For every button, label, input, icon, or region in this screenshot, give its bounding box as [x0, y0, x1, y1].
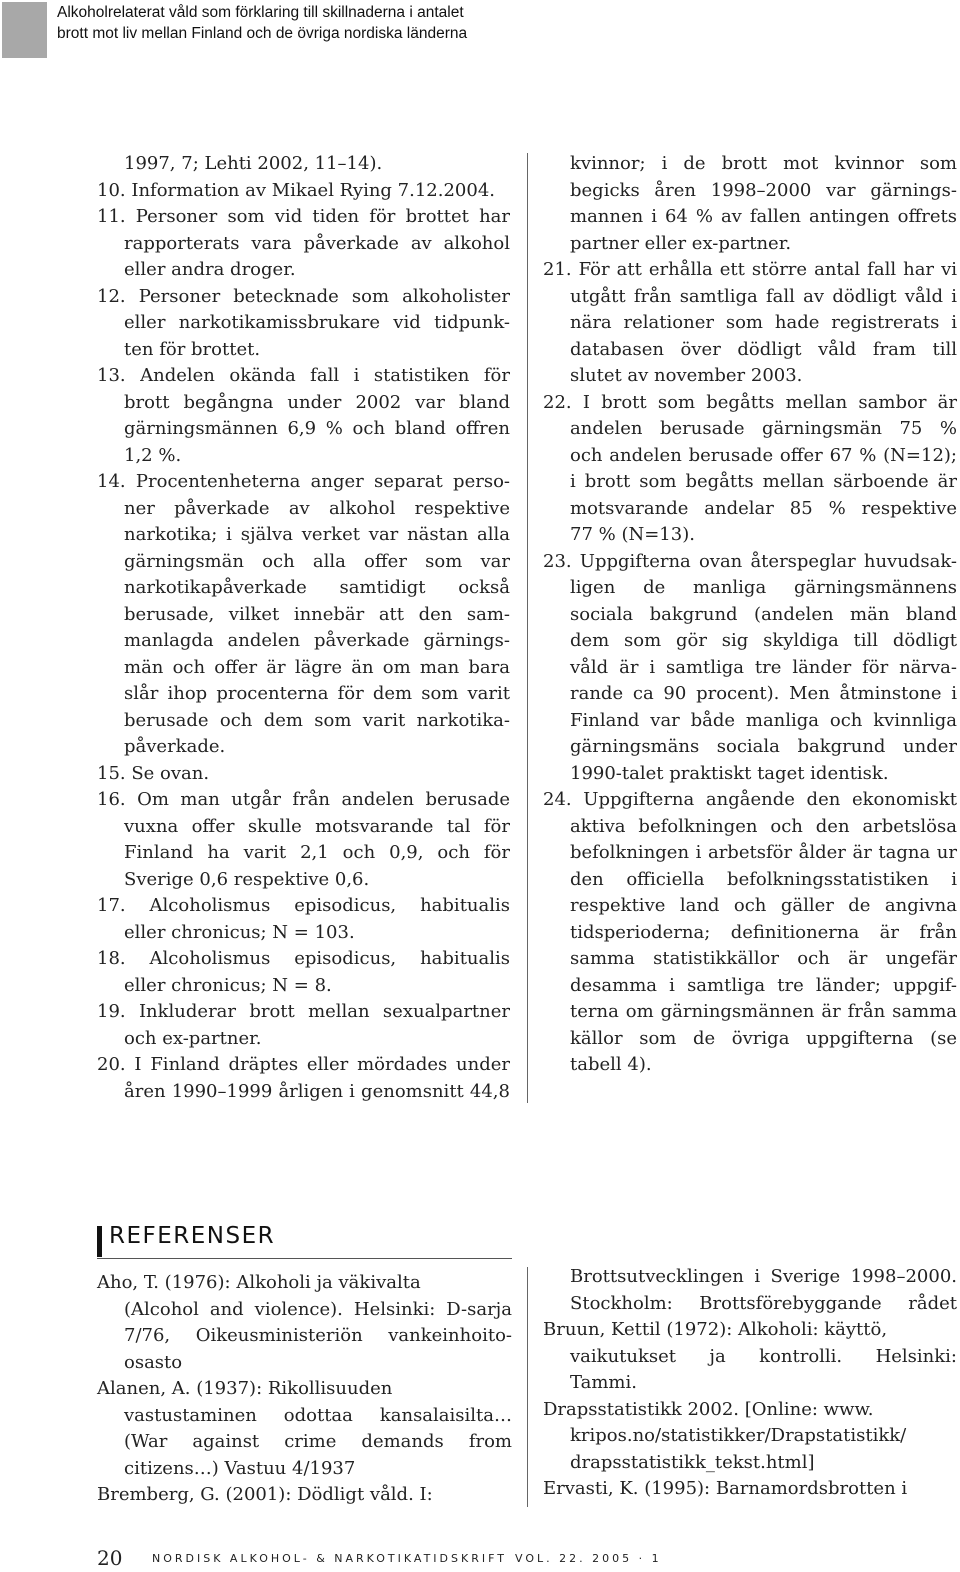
text-line: (Alcohol and violence). Helsinki: D-sarja — [124, 1298, 512, 1320]
text-line: källor som de övriga uppgifterna (se — [570, 1027, 957, 1049]
text-line: kripos.no/statistikker/Drapstatistikk/ — [570, 1425, 907, 1446]
running-header-line: Alkoholrelaterat våld som förklaring till skillnaderna i antalet — [57, 4, 464, 21]
text-line: gärningsmännen 6,9 % och bland offren — [124, 418, 510, 439]
text-line: samma statistikkällor och är ungefär — [570, 948, 957, 969]
text-line: åren 1990–1999 årligen i genomsnitt 44,8 — [124, 1080, 510, 1102]
text-line: Finland ha varit 2,1 och 0,9, och för — [124, 842, 510, 863]
text-line: våld är i samtliga tre länder för närva- — [570, 656, 957, 678]
text-line: drapsstatistikk_tekst.html] — [570, 1451, 815, 1473]
text-line: Bremberg, G. (2001): Dödligt våld. I: — [97, 1484, 433, 1505]
text-line: brott begångna under 2002 var bland — [124, 391, 510, 413]
text-line: narkotikapåverkade samtidigt också — [124, 577, 510, 598]
text-line: Ervasti, K. (1995): Barnamordsbrotten i — [543, 1478, 908, 1499]
text-line: narkotika; i själva verket var nästan alla — [124, 524, 510, 545]
references-heading-text: REFERENSER — [109, 1223, 276, 1249]
text-line: Finland var både manliga och kvinnliga — [570, 709, 957, 731]
text-line: eller chronicus; N = 103. — [124, 921, 355, 943]
text-line: dem som gör sig skyldiga till dödligt — [570, 630, 957, 651]
text-line: terna om gärningsmännen är från samma — [570, 1001, 957, 1022]
text-line: 21. För att erhålla ett större antal fall har vi — [543, 259, 957, 280]
heading-bar — [97, 1226, 102, 1257]
text-line: 15. Se ovan. — [97, 762, 210, 784]
notes-column-left — [97, 151, 510, 1105]
text-line: begicks åren 1998–2000 var gärnings- — [570, 179, 957, 201]
text-line: vaikutukset ja kontrolli. Helsinki: — [570, 1345, 957, 1367]
text-line: respektive land och gäller de angivna — [570, 895, 957, 916]
text-line: påverkade. — [124, 736, 226, 757]
text-line: sociala bakgrund (andelen män bland — [570, 603, 957, 625]
text-line: Alanen, A. (1937): Rikollisuuden — [97, 1378, 393, 1399]
text-line: andelen berusade gärningsmän 75 % — [570, 418, 957, 439]
text-line: 1997, 7; Lehti 2002, 11–14). — [124, 153, 383, 174]
text-line: 1,2 %. — [124, 444, 182, 466]
text-line: osasto — [124, 1351, 183, 1373]
text-line: kvinnor; i de brott mot kvinnor som — [570, 153, 957, 174]
text-line: utgått från samtliga fall av dödligt våld i — [570, 285, 957, 307]
text-line: 18. Alcoholismus episodicus, habitualis — [97, 948, 510, 969]
text-line: befolkningen i arbetsför ålder är tagna ur — [570, 842, 957, 863]
text-line: Drapsstatistikk 2002. [Online: www. — [543, 1398, 874, 1420]
text-line: (War against crime demands from — [124, 1431, 512, 1452]
text-line: rapporterats vara påverkade av alkohol — [124, 232, 510, 254]
text-line: eller chronicus; N = 8. — [124, 974, 332, 996]
column-divider — [527, 1267, 528, 1507]
text-line: vastustaminen odottaa kansalaisilta… — [124, 1404, 512, 1426]
notes-column-right — [543, 151, 957, 1079]
text-line: 7/76, Oikeusministeriön vankeinhoito- — [124, 1325, 512, 1346]
journal-name: NORDISK ALKOHOL- & NARKOTIKATIDSKRIFT — [152, 1552, 507, 1565]
text-line: 19. Inkluderar brott mellan sexualpartner — [97, 1001, 510, 1022]
text-line: vuxna offer skulle motsvarande tal för — [124, 815, 510, 837]
text-line: Aho, T. (1976): Alkoholi ja väkivalta — [97, 1272, 421, 1293]
text-line: tidsperioderna; definitionerna är från — [570, 921, 957, 943]
text-line: manlagda andelen påverkade gärnings- — [124, 630, 510, 651]
text-line: 16. Om man utgår från andelen berusade — [97, 789, 510, 810]
text-line: 22. I brott som begåtts mellan sambor är — [543, 391, 957, 413]
text-line: Bruun, Kettil (1972): Alkoholi: käyttö, — [543, 1319, 888, 1340]
text-line: 12. Personer betecknade som alkoholister — [97, 285, 510, 307]
text-line: 20. I Finland dräptes eller mördades under — [97, 1054, 510, 1075]
text-line: 77 % (N=13). — [570, 524, 695, 545]
text-line: 13. Andelen okända fall i statistiken för — [97, 365, 510, 386]
text-line: Brottsutvecklingen i Sverige 1998–2000. — [570, 1266, 957, 1287]
page-number: 20 — [97, 1546, 123, 1570]
text-line: eller narkotikamissbrukare vid tidpunk- — [124, 312, 510, 333]
page-footer — [97, 1546, 957, 1570]
text-line: män och offer är lägre än om man bara — [124, 656, 510, 678]
text-line: i brott som begåtts mellan särboende är — [570, 471, 957, 492]
journal-volume: VOL. 22. 2005 · 1 — [515, 1552, 662, 1565]
text-line: 10. Information av Mikael Rying 7.12.2004. — [97, 179, 496, 201]
text-line: och ex-partner. — [124, 1027, 262, 1049]
text-line: 11. Personer som vid tiden för brottet har — [97, 206, 510, 227]
references-column-left — [97, 1270, 512, 1509]
column-divider — [527, 153, 528, 1103]
text-line: 14. Procentenheterna anger separat perso- — [97, 471, 510, 492]
text-line: ten för brottet. — [124, 338, 261, 360]
text-line: gärningsmäns sociala bakgrund under — [570, 736, 957, 757]
header-gray-block — [2, 2, 47, 58]
text-line: rande ca 90 procent). Men åtminstone i — [570, 683, 957, 704]
references-heading — [97, 1222, 512, 1259]
text-line: och andelen berusade offer 67 % (N=12); — [570, 444, 957, 466]
text-line: 23. Uppgifterna ovan återspeglar huvudsak- — [543, 550, 957, 572]
text-line: desamma i samtliga tre länder; uppgif- — [570, 974, 957, 996]
text-line: 1990-talet praktiskt taget identisk. — [570, 762, 889, 784]
text-line: 24. Uppgifterna angående den ekonomiskt — [543, 789, 957, 810]
text-line: ner påverkade av alkohol respektive — [124, 497, 510, 519]
text-line: gärningsmän och alla offer som var — [124, 550, 510, 572]
text-line: ligen de manliga gärningsmännens — [570, 577, 957, 598]
text-line: den officiella befolkningsstatistiken i — [570, 868, 957, 890]
text-line: motsvarande andelar 85 % respektive — [570, 497, 957, 519]
text-line: mannen i 64 % av fallen antingen offrets — [570, 206, 957, 227]
text-line: slår ihop procenterna för dem som varit — [124, 683, 510, 704]
text-line: partner eller ex-partner. — [570, 232, 792, 254]
text-line: 17. Alcoholismus episodicus, habitualis — [97, 895, 510, 916]
text-line: Tammi. — [570, 1372, 637, 1393]
text-line: berusade, vilket innebär att den sam- — [124, 603, 510, 625]
text-line: slutet av november 2003. — [570, 365, 803, 386]
text-line: Stockholm: Brottsförebyggande rådet — [570, 1292, 957, 1314]
references-column-right — [543, 1264, 957, 1503]
running-header — [57, 2, 577, 44]
text-line: citizens…) Vastuu 4/1937 — [124, 1457, 356, 1479]
running-header-line: brott mot liv mellan Finland och de övriga nordiska länderna — [57, 25, 468, 42]
text-line: tabell 4). — [570, 1054, 652, 1075]
text-line: databasen över dödligt våld fram till — [570, 338, 957, 360]
text-line: berusade och dem som varit narkotika- — [124, 709, 510, 731]
text-line: aktiva befolkningen och den arbetslösa — [570, 815, 957, 837]
text-line: nära relationer som hade registrerats i — [570, 312, 957, 333]
text-line: eller andra droger. — [124, 259, 296, 280]
text-line: Sverige 0,6 respektive 0,6. — [124, 868, 370, 890]
